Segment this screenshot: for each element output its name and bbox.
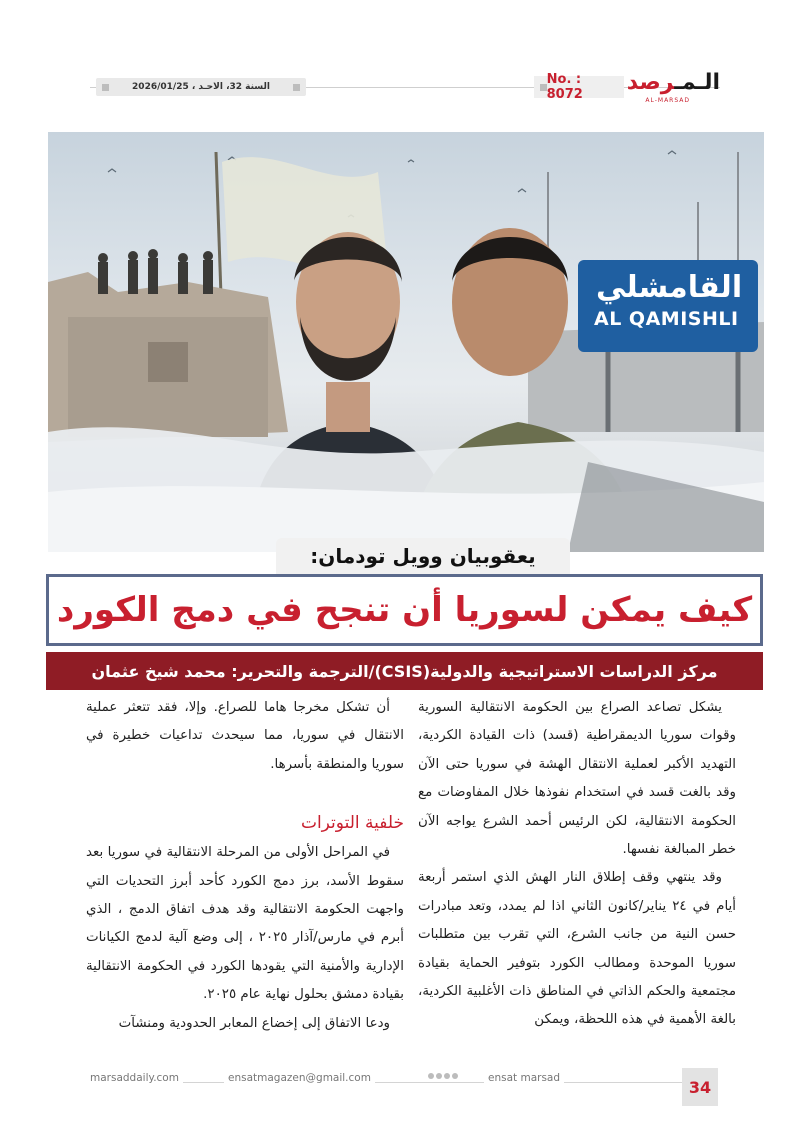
youtube-icon[interactable]	[452, 1073, 458, 1079]
column-left	[86, 694, 404, 1038]
issue-date: السنة 32، الاحـد ، 2026/01/25	[132, 82, 270, 92]
sign-text-arabic: القامشلي	[596, 270, 743, 305]
logo-text-red: رصد	[626, 70, 675, 95]
square-bullet-icon	[540, 84, 547, 91]
paragraph: يشكل تصاعد الصراع بين الحكومة الانتقالية السورية وقوات سوريا الديمقراطية (قسد) ذات القيادة الكردية، التهديد الأكبر لعملية الانتقال الهشة في سوريا حتى الآن وقد بالغت قسد في استخدام نفوذها خلال المفاوضات مع الحكومة الانتقالية، لكن الرئيس أحمد الشرع يواجه الآن خطر المبالغة نفسها.	[418, 700, 736, 858]
facebook-icon[interactable]	[428, 1073, 434, 1079]
page-header	[90, 70, 720, 104]
kicker-text: يعقوبيان وويل تودمان:	[310, 544, 536, 568]
page-number-box	[682, 1068, 718, 1106]
paragraph: وقد ينتهي وقف إطلاق النار الهش الذي استمر أربعة أيام في ٢٤ يناير/كانون الثاني اذا لم يمدد، وتعد مبادرات حسن النية من جانب الشرع، التي تقرب بين متطلبات سوريا الموحدة ومطالب الكورد بتوفير الحماية بقيادة مجتمعية والحكم الذاتي في المناطق ذات الأغلبية الكردية، بالغة الأهمية في هذه اللحظة، ويمكن	[418, 870, 736, 1028]
square-bullet-icon	[102, 84, 109, 91]
article-kicker	[276, 538, 570, 574]
issue-number: No. : 8072	[546, 72, 583, 102]
hero-photo	[48, 132, 764, 552]
twitter-icon[interactable]	[436, 1073, 442, 1079]
page-footer	[86, 1068, 716, 1092]
instagram-icon[interactable]	[444, 1073, 450, 1079]
article-title-box	[46, 574, 763, 646]
hero-illustration	[48, 132, 764, 552]
masthead-logo	[626, 70, 720, 104]
footer-social[interactable]: ensat marsad	[484, 1072, 564, 1084]
paragraph: أن تشكل مخرجا هاما للصراع. وإلا، فقد تتعثر عملية الانتقال في سوريا، مما سيحدث تداعيات خطيرة في سوريا والمنطقة بأسرها.	[86, 700, 404, 772]
footer-email[interactable]: ensatmagazen@gmail.com	[224, 1072, 375, 1084]
page-number: 34	[688, 1077, 712, 1097]
square-bullet-icon	[293, 84, 300, 91]
social-icons	[428, 1073, 458, 1079]
article-byline: مركز الدراسات الاستراتيجية والدولية(CSIS)/الترجمة والتحرير: محمد شيخ عثمان	[91, 661, 718, 681]
section-subheading: خلفية التوترات	[300, 813, 404, 834]
birds-icon	[108, 151, 676, 217]
paragraph: في المراحل الأولى من المرحلة الانتقالية في سوريا بعد سقوط الأسد، برز دمج الكورد كأحد أبرز التحديات التي واجهت الحكومة الانتقالية وقد هدف اتفاق الدمج ، الذي أبرم في مارس/آذار ٢٠٢٥ ، إلى وضع آلية لدمج الكيانات الإدارية والأمنية التي يقودها الكورد في الحكومة الانتقالية بقيادة دمشق بحلول نهاية عام ٢٠٢٥.	[86, 845, 405, 1003]
footer-website[interactable]: marsaddaily.com	[86, 1072, 183, 1084]
article-byline-bar	[46, 652, 763, 690]
issue-number-box	[534, 72, 624, 102]
article-title: كيف يمكن لسوريا أن تنجح في دمج الكورد	[56, 590, 753, 630]
sign-text-english: AL QAMISHLI	[594, 308, 739, 330]
paragraph: ودعا الاتفاق إلى إخضاع المعابر الحدودية ومنشآت	[118, 1015, 390, 1031]
logo-text-black: الـمـ	[674, 70, 720, 95]
date-box	[96, 78, 306, 96]
logo-subtext: AL-MARSAD	[645, 97, 690, 104]
column-right	[418, 694, 736, 1035]
